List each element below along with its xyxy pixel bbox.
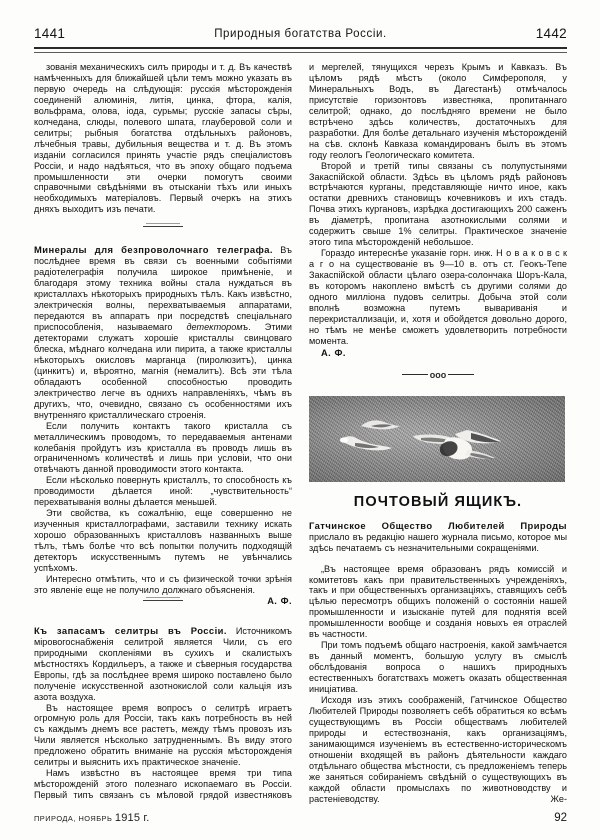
footer-year: 1915 г. <box>114 812 150 824</box>
article-saltpeter-signature: А. Ф. <box>321 347 346 358</box>
article-minerals-headword: Минералы для безпроволочнаго телеграфа. <box>34 244 273 256</box>
article-minerals-para2: Если получить контактъ такого кристалла съ металлическимъ проводомъ, то передаваемыя антенами колебанія пройдутъ изъ кристалла въ проводъ лишь въ ограниченномъ количествѣ и лишь при условіи, что они отвѣчаютъ данной проводимости этого контакта. <box>34 420 292 475</box>
article-saltpeter-cont-para2: Второй и третій типы связаны съ полупустынями Закаспійской области. Здѣсь въ цѣломъ рядѣ районовъ встрѣчаются курганы, представляющіе ничто иное, какъ остатки древнихъ становищъ кочевниковъ и ихъ стадъ. Почва этихъ кургановъ, изрѣдка достигающихъ 200 саженъ въ діаметрѣ, пропитана азотнокислыми солями и содержитъ свыше 1% селитры. Практическое значеніе этого типа мѣсторожденій небольшое. <box>309 160 567 248</box>
article-minerals-first-paragraph <box>34 245 292 420</box>
header-rule <box>34 47 567 49</box>
article-saltpeter-para2: Въ настоящее время вопросъ о селитрѣ играетъ огромную роль для Россіи, такъ какъ потребность въ ней съ каждымъ днемъ все растетъ, между тѣмъ провозъ изъ Чили является нѣсколько затрудненнымъ. Въ виду этого предложено обратить вниманіе на русскія мѣсторожденія селитры и выяснить ихъ практическое значеніе. <box>34 702 292 768</box>
article-minerals-para5: Интересно отмѣтить, что и съ физической точки зрѣнія это явленіе еще не получило должнаго объясненія. <box>34 573 292 595</box>
article-gatchina-para3: При томъ подъемѣ общаго настроенія, какой замѣчается въ данный моментъ, большую услугу въ смыслѣ обслѣдованія вопроса о нашихъ природныхъ естественныхъ богатствахъ можетъ оказать общественная иниціатива. <box>309 640 567 695</box>
article-gatchina-first-paragraph <box>309 521 567 554</box>
page-footer <box>34 812 567 824</box>
article-minerals-signature: А. Ф. <box>267 595 292 606</box>
photo-caption: ПОЧТОВЫЙ ЯЩИКЪ. <box>353 493 523 510</box>
ornament-dash-right <box>448 374 474 375</box>
article-saltpeter-para3: Намъ извѣстно въ настоящее время три типа мѣсторожденій этого полезнаго ископаемаго въ Россіи. Первый типъ связанъ съ мѣловой грядой известняковъ <box>34 768 292 801</box>
article-minerals-para1-b: . Этими детекторами служатъ хорошіе кристаллы свинцоваго блеска, мѣднаго колчедана или пирита, а также кристаллы нѣкоторыхъ окисловъ марганца (пиролюзитъ), цинка (цинкитъ) и, вѣроятно, магнія (немалитъ). Всѣ эти тѣла обладаютъ особенной способностью проводить электричество легче въ однихъ направленіяхъ, чѣмъ въ другихъ, что, очевидно, связано съ особенностями ихъ внутренняго кристаллическаго строенія. <box>34 322 292 420</box>
article-gatchina-para2: „Въ настоящее время образованъ рядъ комиссій и комитетовъ какъ при правительственныхъ учрежденіяхъ, такъ и при общественныхъ организаціяхъ, ставящихъ себѣ цѣлью пересмотръ общихъ положеній о состояніи нашей промышленности и изысканіе путей для поднятія всей промышленности вообще и созданія новыхъ ея отраслей въ частности. <box>309 563 567 640</box>
detector-term: детекторомъ <box>186 322 249 333</box>
article-gatchina-headword: Гатчинское Общество Любителей Природы <box>309 519 567 531</box>
gull-left-mid <box>337 434 393 456</box>
header-rule-secondary <box>34 52 567 53</box>
article-minerals-para4: Эти свойства, къ сожалѣнію, еще совершенно не изученныя кристаллографами, заставили технику искать хорошо образованныхъ кристалловъ названныхъ выше тѣлъ, тѣмъ болѣе что всѣ попытки получить подходящій детекторъ искусственнымъ путемъ не увѣнчались успѣхомъ. <box>34 508 292 573</box>
photo-block <box>309 396 567 508</box>
gull-main-large <box>397 426 509 470</box>
article-gatchina-para4: Исходя изъ этихъ соображеній, Гатчинское Общество Любителей Природы позволяетъ себѣ обратиться ко всѣмъ существующимъ въ Россіи обществамъ любителей природы и естествознанія, какъ организаціямъ, занимающимся изученіемъ въ естественно-историческомъ отношеніи входящей въ районъ дѣятельности каждаго отдѣльнаго общества мѣстности, съ предложеніемъ теперь же заняться собираніемъ свѣдѣній о существующихъ въ каждой области промыслахъ по животноводству и растеніеводству. Же- <box>309 694 567 804</box>
footer-page-number: 92 <box>554 812 567 824</box>
article-saltpeter-cont-para3: Гораздо интереснѣе указаніе горн. инж. Н о в а к о в с к а г о на существованіе въ 9—10 в. отъ ст. Геокъ-Тепе Закаспійской области цѣлаго озера-солончака Шоръ-Кала, въ которомъ накоплено вмѣстѣ съ другими солями до одного милліона пудовъ селитры. Добыча этой соли вполнѣ возможна путемъ вывариванія и перекристаллизаціи, и, хотя и обойдется довольно дорого, но тѣмъ не менѣе сможетъ удовлетворить потребности момента. <box>309 248 567 346</box>
footer-imprint <box>34 812 150 824</box>
article-saltpeter-first-paragraph <box>34 626 292 703</box>
article-gatchina-para1: прислало въ редакцію нашего журнала письмо, которое мы здѣсь печатаемъ съ незначительными сокращеніями. <box>309 531 567 553</box>
footer-journal-name: ПРИРОДА, НОЯБРЬ <box>34 814 113 823</box>
article-minerals-para1-a: Въ послѣднее время въ связи съ военными событіями радіотелеграфія получила широкое примѣненіе, и благодаря этому техника войны стала нуждаться въ кристаллахъ нѣкоторыхъ природныхъ тѣлъ. Какъ извѣстно, электрическія волны, перехватываемыя аппаратами, передаются въ аппаратъ при посредствѣ спеціальнаго приспособленія, называемаго <box>34 245 292 333</box>
ornament-mark: ooo <box>429 370 447 381</box>
article-end-rule <box>133 596 193 605</box>
article-saltpeter-headword: Къ запасамъ селитры въ Россіи. <box>34 624 227 636</box>
folio-left: 1441 <box>34 26 66 41</box>
article-minerals-para3: Если нѣсколько повернуть кристаллъ, то способность къ проводимости дѣлается иной: „чувствительность“ перехватыванія волны дѣлается меньшей. <box>34 475 292 508</box>
ornament-divider <box>309 370 567 382</box>
folio-right: 1442 <box>535 26 567 41</box>
gull-far-small <box>359 417 401 433</box>
continued-paragraph: зованія механическихъ силъ природы и т. д. Въ качествѣ намѣченныхъ для ближайшей цѣли темъ можно указать въ первую очередь на слѣдующія: русскія мѣсторожденія соединеній алюминія, литія, цинка, фтора, калія, вольфрама, олова, іода, сурьмы; русскіе запасы сѣры, колчедана, слюды, полевого шпата, глауберовой соли и селитры; рыбныя богатства отдѣльныхъ районовъ, лѣчебныя травы, дубильныя вещества и т. д. Въ этомъ изданіи согласился принять участіе рядъ спеціалистовъ Россіи, и надо надѣяться, что въ эпоху общаго подъема промышленности эти очерки помогутъ своими справочными свѣдѣніями въ отысканіи тѣхъ или иныхъ необходимыхъ матеріаловъ. Первый очеркъ на этихъ дняхъ выходитъ изъ печати. <box>34 62 292 215</box>
left-column <box>34 62 292 801</box>
right-column <box>309 62 567 805</box>
page-title: Природныя богатства Россіи. <box>214 28 387 40</box>
ornament-dash-left <box>402 374 428 375</box>
gulls-in-flight-photo <box>309 396 565 482</box>
article-saltpeter-para1: Источникомъ міровогоснабженія селитрой является Чили, съ его природными скопленіями въ сухихъ и скалистыхъ мѣстностяхъ Кордильеръ, а также и сѣверныя государства Европы, гдѣ за послѣднее время широко поставлено было получeніе искусственной азотнокислой соли кальція изъ азота воздуха. <box>34 625 292 702</box>
article-saltpeter-cont-para1: и мергелей, тянущихся черезъ Крымъ и Кавказъ. Въ цѣломъ рядѣ мѣстъ (около Симферополя, у Минеральныхъ Водъ, въ Дагестанѣ) отмѣчалось присутствіе горизонтовъ известняка, пропитаннаго селитрой; однако, до послѣдняго времени не было встрѣчено здѣсь количествъ, достаточныхъ для разработки. Для болѣе детальнаго изученія мѣсторожденій на сѣв. склонѣ Кавказа командированъ былъ въ этомъ году геологъ Геологическаго комитета. <box>309 62 567 160</box>
section-divider-rule <box>34 222 292 231</box>
